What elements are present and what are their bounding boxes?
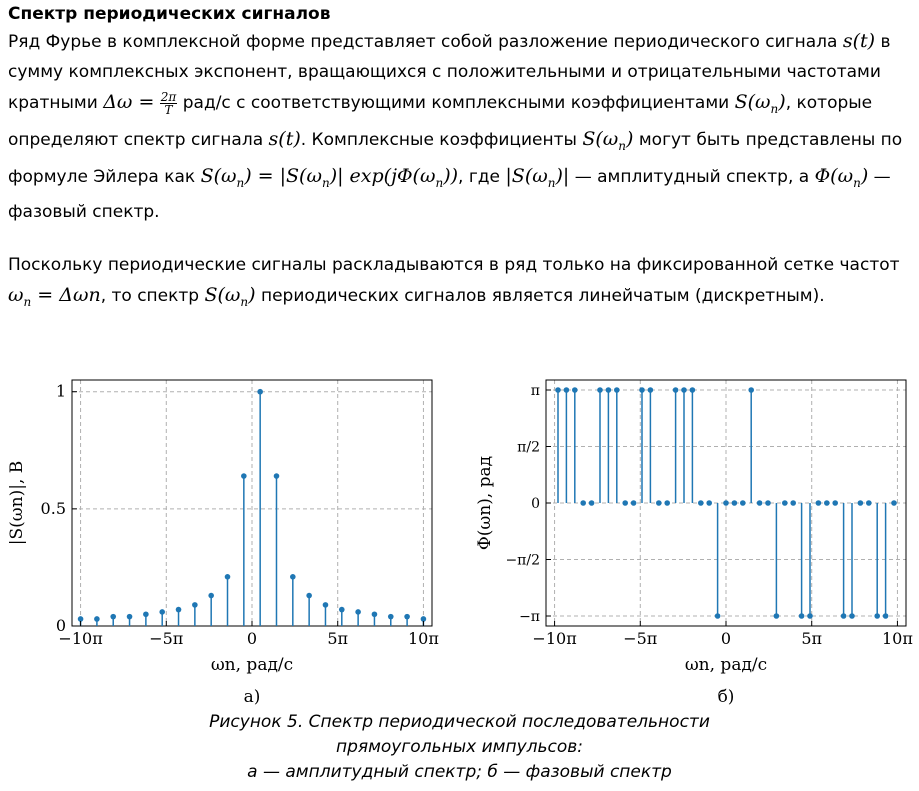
math-S-omega-n-3: $S(\omega_n)$ [204, 284, 256, 309]
stem-marker [757, 500, 763, 506]
math-phi: $\Phi(\omega_n)$ [814, 164, 869, 190]
y-tick-label: π [530, 383, 540, 399]
math-euler-formula: $S(\omega_n) = |S(\omega_n)|$ $\exp(j\Phi(\omega_n))$ [200, 164, 459, 190]
y-axis-label: Φ(ωn), рад [475, 455, 495, 551]
stem-marker [858, 500, 864, 506]
page-title: Спектр периодических сигналов [8, 4, 331, 24]
caption-line-3: а — амплитудный спектр; б — фазовый спектр [247, 762, 672, 782]
caption-line-2: прямоугольных импульсов: [335, 737, 584, 757]
stem-marker [323, 602, 329, 608]
stem-marker [388, 614, 394, 620]
stem-marker [306, 593, 312, 599]
caption-line-1: Рисунок 5. Спектр периодической последовательности [209, 712, 710, 732]
y-tick-label: π/2 [517, 439, 540, 456]
y-tick-label: 0 [55, 616, 66, 635]
phase-spectrum-chart [460, 370, 919, 710]
figure-caption [0, 710, 919, 785]
panel-label-b: б) [717, 687, 735, 707]
math-s-t-2: s(t) [268, 127, 301, 150]
amplitude-spectrum-chart [0, 370, 460, 710]
stem-marker [404, 614, 410, 620]
stem-marker [241, 473, 247, 479]
stem-marker [849, 613, 855, 619]
stem-marker [673, 387, 679, 393]
x-tick-label: −5π [623, 629, 658, 648]
stem-marker [355, 609, 361, 615]
x-tick-label: 10π [881, 629, 913, 648]
x-axis-label: ωn, рад/с [684, 655, 768, 675]
x-tick-label: −5π [149, 629, 184, 648]
x-axis-label: ωn, рад/с [210, 655, 294, 675]
stem-marker [606, 387, 612, 393]
stem-marker [339, 607, 345, 613]
panel-label-a: а) [243, 687, 261, 707]
paragraph-fourier: Ряд Фурье в комплексной форме представляет собой разложение периодического сигнала s(t) в сумму комплексных экспонент, вращающихся с положительными и отрицательными частотами кратными Δω = $\frac{2\pi}{T}$ рад/с с соответствующими комплексными коэффициентами $S(\omega_n)$, которые определяют спектр сигнала s(t). Комплексные коэффициенты $S(\omega_n)$ могут быть представлены по формуле Эйлера как $S(\omega_n) = |S(\omega_n)|$ $\exp(j\Phi(\omega_n))$, где $|S(\omega_n)|$ — амплитудный спектр, а $\Phi(\omega_n)$ — фазовый спектр. [8, 30, 903, 223]
stem-marker [790, 500, 796, 506]
stem-marker [639, 387, 645, 393]
paragraph-line-spectrum: Поскольку периодические сигналы раскладываются в ряд только на фиксированной сетке частот $\omega_n = \Delta\omega n$, то спектр $S(\omega_n)$ периодических сигналов является линейчатым (дискретным). [8, 255, 900, 309]
stem-marker [225, 574, 231, 580]
math-s-t: s(t) [842, 30, 876, 52]
x-tick-label: 5π [801, 629, 823, 648]
stem-marker [176, 607, 182, 613]
y-axis-label: |S(ωn)|, В [7, 460, 27, 546]
math-omega-n-grid: $\omega_n = \Delta\omega n$ [8, 284, 101, 309]
x-tick-label: −10π [532, 629, 577, 648]
stem-marker [866, 500, 872, 506]
stem-marker [891, 500, 897, 506]
stem-marker [799, 613, 805, 619]
stem-marker [690, 387, 696, 393]
x-tick-label: 10π [407, 629, 439, 648]
stem-marker [723, 500, 729, 506]
stem-marker [774, 613, 780, 619]
stem-marker [740, 500, 746, 506]
stem-marker [782, 500, 788, 506]
stem-marker [832, 500, 838, 506]
stem-marker [874, 613, 880, 619]
stem-marker [94, 616, 100, 622]
stem-marker [110, 614, 116, 620]
stem-marker [622, 500, 628, 506]
stem-marker [631, 500, 637, 506]
stem-marker [372, 611, 378, 617]
stem-marker [597, 387, 603, 393]
stem-marker [648, 387, 654, 393]
y-tick-label: 1 [55, 381, 66, 401]
x-tick-label: 5π [327, 629, 349, 648]
stem-marker [192, 602, 198, 608]
stem-marker [159, 609, 165, 615]
stem-marker [614, 387, 620, 393]
y-tick-label: 0.5 [40, 498, 66, 518]
stem-marker [589, 500, 595, 506]
math-fraction: $\frac{2\pi}{T}$ [160, 89, 177, 117]
y-tick-label: −π [519, 609, 540, 625]
stem-marker [580, 500, 586, 506]
stem-marker [706, 500, 712, 506]
stem-marker [765, 500, 771, 506]
math-abs-S: $|S(\omega_n)|$ [505, 164, 570, 190]
math-S-omega-n-2: $S(\omega_n)$ [582, 127, 634, 153]
stem-marker [143, 611, 149, 617]
stem-marker [664, 500, 670, 506]
math-S-omega-n: $S(\omega_n)$ [734, 91, 786, 116]
stem-marker [290, 574, 296, 580]
stem-marker [555, 387, 561, 393]
stem-marker [748, 387, 754, 393]
math-delta-omega: Δω = [103, 91, 155, 113]
stem-marker [656, 500, 662, 506]
stem-marker [698, 500, 704, 506]
stem-marker [807, 613, 813, 619]
y-tick-label: 0 [531, 496, 540, 512]
x-tick-label: 0 [246, 629, 258, 648]
stem-marker [78, 616, 84, 622]
stem-marker [257, 389, 263, 395]
x-tick-label: −10π [58, 629, 103, 648]
stem-marker [127, 614, 133, 620]
x-tick-label: 0 [720, 629, 732, 648]
stem-marker [208, 593, 214, 599]
stem-marker [715, 613, 721, 619]
stem-marker [681, 387, 687, 393]
stem-marker [816, 500, 822, 506]
stem-marker [421, 616, 427, 622]
stem-marker [841, 613, 847, 619]
stem-marker [564, 387, 570, 393]
y-tick-label: −π/2 [505, 552, 540, 569]
stem-marker [883, 613, 889, 619]
stem-marker [824, 500, 830, 506]
stem-marker [274, 473, 280, 479]
stem-marker [732, 500, 738, 506]
stem-marker [572, 387, 578, 393]
